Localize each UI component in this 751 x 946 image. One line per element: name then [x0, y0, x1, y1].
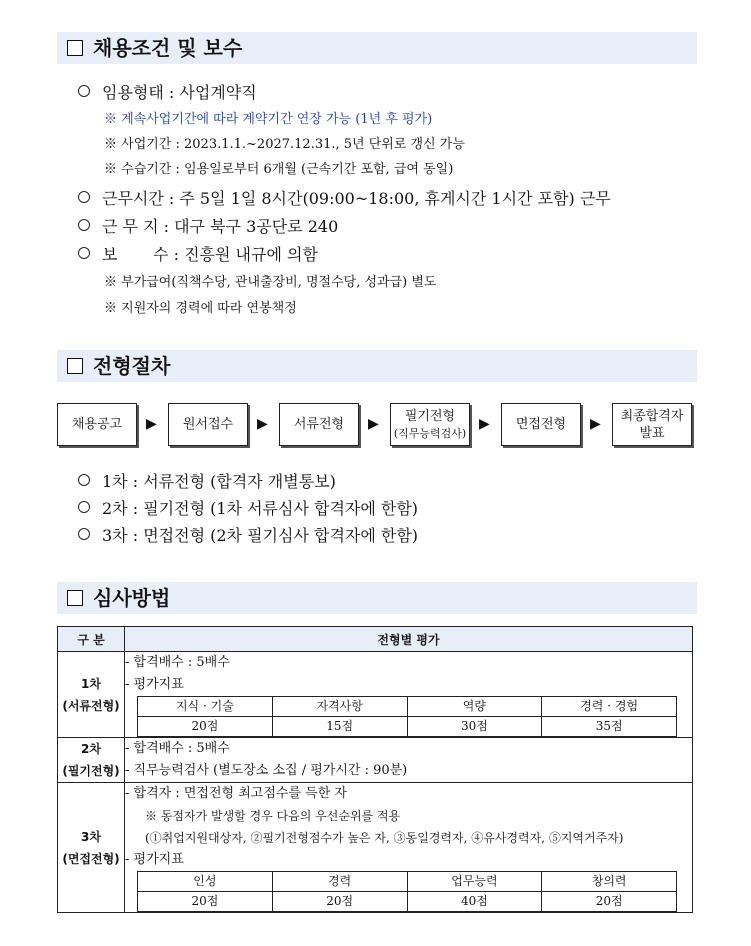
table-row	[58, 652, 693, 738]
circle-bullet-icon	[78, 474, 90, 486]
arrow-right-icon: ▶	[146, 416, 157, 432]
evaluation-table	[57, 626, 693, 913]
note-probation: ※ 수습기간 : 임용일로부터 6개월 (근속기간 포함, 급여 동일)	[104, 162, 454, 177]
stage-3: 3차 : 면접전형 (2차 필기심사 합격자에 한함)	[78, 523, 418, 546]
employment-type: 임용형태 : 사업계약직	[78, 80, 257, 103]
step-interview: 면접전형	[501, 403, 581, 446]
arrow-right-icon: ▶	[590, 416, 601, 432]
row-detail: - 합격배수 : 5배수 - 평가지표 지식 · 기술 자격사항 역량 경력 · 경험 20점 15점 30점 35점	[125, 652, 693, 738]
step-document-screening: 서류전형	[279, 403, 359, 446]
circle-bullet-icon	[78, 191, 90, 203]
step-announcement: 채용공고	[57, 403, 137, 446]
arrow-right-icon: ▶	[479, 416, 490, 432]
section-title: 심사방법	[93, 586, 171, 610]
row-detail: - 합격배수 : 5배수 - 직무능력검사 (별도장소 소집 / 평가시간 : 90분)	[125, 738, 693, 783]
note-continuation: ※ 계속사업기간에 따라 계약기간 연장 가능 (1년 후 평가)	[104, 112, 433, 127]
checkbox-square-icon	[67, 40, 83, 56]
circle-bullet-icon	[78, 528, 90, 540]
stage-1: 1차 : 서류전형 (합격자 개별통보)	[78, 469, 336, 492]
criteria-table: 지식 · 기술 자격사항 역량 경력 · 경험 20점 15점 30점 35점	[137, 696, 677, 737]
work-location: 근 무 지 : 대구 북구 3공단로 240	[78, 214, 338, 237]
section-header-evaluation	[57, 582, 697, 614]
checkbox-square-icon	[67, 358, 83, 374]
step-final-announcement: 최종합격자 발표	[612, 403, 692, 446]
circle-bullet-icon	[78, 501, 90, 513]
row-category: 3차 (면접전형)	[58, 783, 125, 913]
pay: 보 수 : 진흥원 내규에 의함	[78, 242, 318, 265]
section-header-conditions	[57, 32, 697, 64]
row-detail: - 합격자 : 면접전형 최고점수를 득한 자 ※ 동점자가 발생할 경우 다음의 우선순위를 적용 (①취업지원대상자, ②필기전형점수가 높은 자, ③동일경력자, ④유사경력자, ⑤지역거주자) - 평가지표 인성 경력 업무능력 창의력 20점 20점 40점 20점	[125, 783, 693, 913]
note-period: ※ 사업기간 : 2023.1.1.~2027.12.31., 5년 단위로 갱신 가능	[104, 137, 465, 152]
section-title: 채용조건 및 보수	[93, 36, 243, 60]
header-category: 구 분	[58, 627, 125, 652]
criteria-table: 인성 경력 업무능력 창의력 20점 20점 40점 20점	[137, 871, 677, 912]
table-row	[58, 738, 693, 783]
checkbox-square-icon	[67, 590, 83, 606]
work-hours: 근무시간 : 주 5일 1일 8시간(09:00~18:00, 휴게시간 1시간 포함) 근무	[78, 186, 611, 209]
circle-bullet-icon	[78, 85, 90, 97]
arrow-right-icon: ▶	[368, 416, 379, 432]
circle-bullet-icon	[78, 247, 90, 259]
row-category: 1차 (서류전형)	[58, 652, 125, 738]
arrow-right-icon: ▶	[257, 416, 268, 432]
note-salary: ※ 지원자의 경력에 따라 연봉책정	[104, 301, 297, 316]
stage-2: 2차 : 필기전형 (1차 서류심사 합격자에 한함)	[78, 496, 418, 519]
table-row	[58, 783, 693, 913]
section-header-process	[57, 350, 697, 382]
note-allowance: ※ 부가급여(직책수당, 관내출장비, 명절수당, 성과급) 별도	[104, 275, 437, 290]
step-written-test: 필기전형 (직무능력검사)	[390, 403, 470, 446]
circle-bullet-icon	[78, 219, 90, 231]
section-title: 전형절차	[93, 354, 171, 378]
row-category: 2차 (필기전형)	[58, 738, 125, 783]
header-evaluation: 전형별 평가	[125, 627, 693, 652]
step-application: 원서접수	[168, 403, 248, 446]
